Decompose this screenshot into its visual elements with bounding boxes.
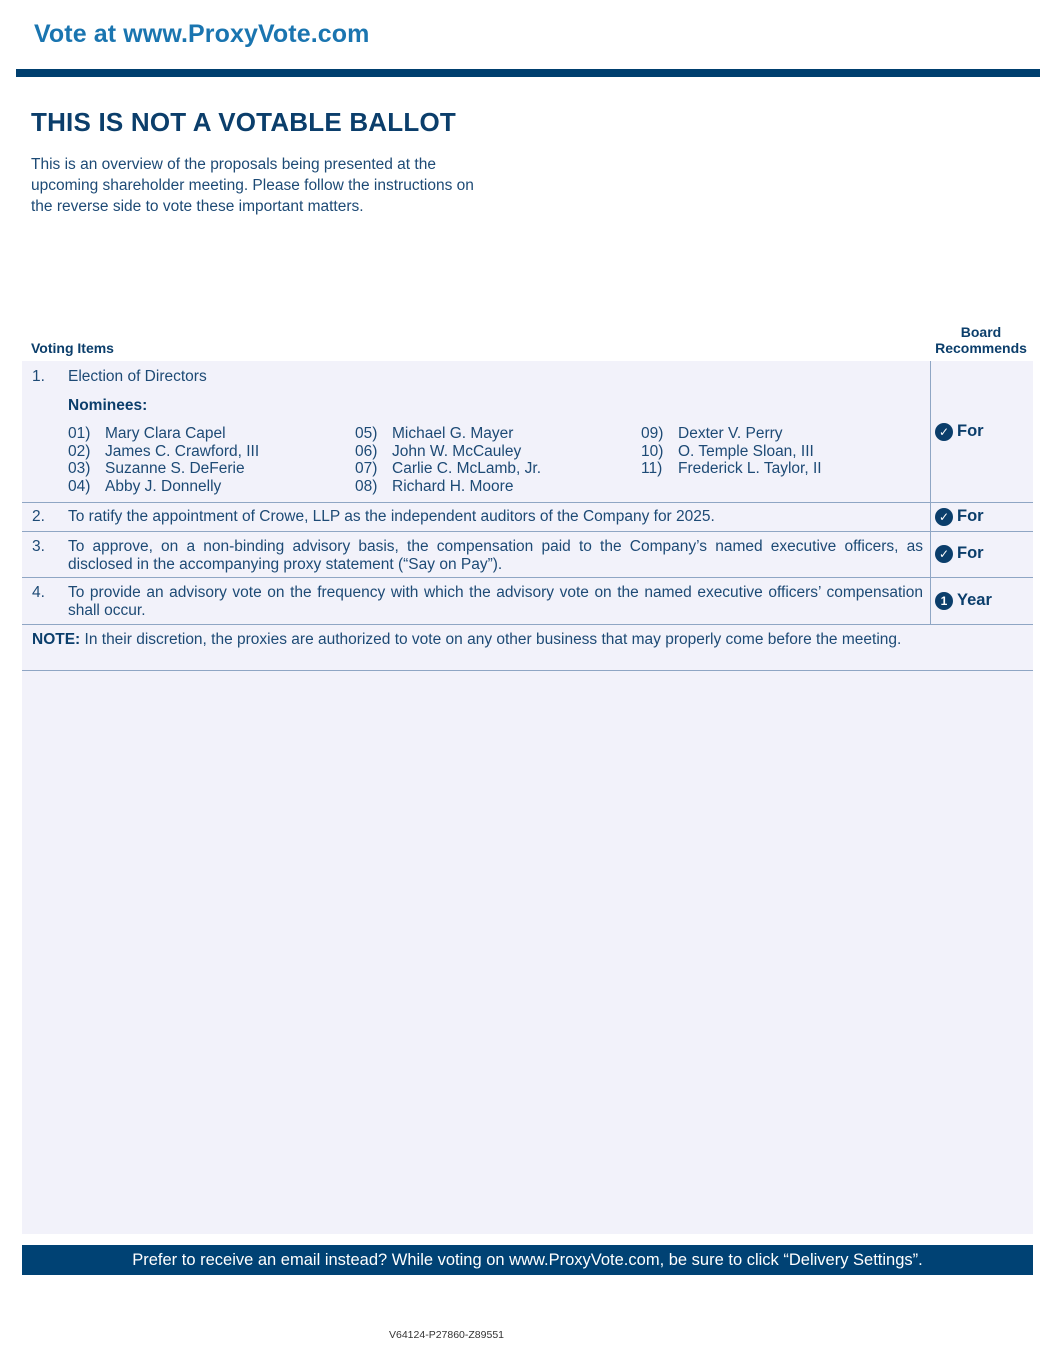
nominee: 11) Frederick L. Taylor, II bbox=[641, 460, 822, 478]
check-circle-icon: ✓ bbox=[935, 545, 953, 563]
board-label: Board bbox=[960, 324, 1002, 340]
nominee-column-3 bbox=[641, 425, 822, 478]
nominee-column-1 bbox=[68, 425, 259, 496]
intro-line: the reverse side to vote these important matters. bbox=[31, 198, 364, 215]
number-one-circle-icon: 1 bbox=[935, 592, 953, 610]
nominee: 04) Abby J. Donnelly bbox=[68, 478, 222, 496]
item-text: To ratify the appointment of Crowe, LLP as the independent auditors of the Company for 2025. bbox=[68, 508, 715, 525]
item-number: 3. bbox=[32, 538, 45, 555]
intro-line: This is an overview of the proposals being presented at the bbox=[31, 156, 436, 173]
note-row bbox=[22, 625, 1033, 671]
item-number: 4. bbox=[32, 584, 45, 601]
header-divider bbox=[16, 69, 1040, 77]
recommends-label: Recommends bbox=[935, 340, 1027, 356]
document-code: V64124-P27860-Z89551 bbox=[389, 1329, 505, 1341]
nominees-label: Nominees: bbox=[68, 397, 148, 414]
intro-line: upcoming shareholder meeting. Please follow the instructions on bbox=[31, 177, 474, 194]
page-title: THIS IS NOT A VOTABLE BALLOT bbox=[31, 107, 456, 137]
nominee: 10) O. Temple Sloan, III bbox=[641, 442, 814, 460]
note-label: NOTE: bbox=[32, 631, 81, 648]
board-recommendation bbox=[930, 578, 1034, 624]
voting-item-2 bbox=[22, 503, 1033, 532]
nominee: 02) James C. Crawford, III bbox=[68, 442, 260, 460]
item-number: 2. bbox=[32, 508, 45, 525]
note-body: In their discretion, the proxies are authorized to vote on any other business that may properly come before the meeting. bbox=[80, 631, 902, 648]
nominee: 08) Richard H. Moore bbox=[355, 478, 514, 496]
board-recommendation bbox=[930, 532, 1034, 577]
voting-item-1 bbox=[22, 361, 1033, 503]
board-recommendation bbox=[930, 503, 1034, 531]
board-recommendation bbox=[930, 361, 1034, 502]
intro-text bbox=[31, 154, 531, 217]
column-header-voting-items: Voting Items bbox=[31, 340, 114, 356]
voting-item-3 bbox=[22, 532, 1033, 578]
recommendation-label: For bbox=[957, 422, 984, 440]
recommendation-label: For bbox=[957, 544, 984, 562]
item-number: 1. bbox=[32, 368, 45, 385]
check-circle-icon: ✓ bbox=[935, 508, 953, 526]
proxyvote-link[interactable]: Vote at www.ProxyVote.com bbox=[34, 20, 370, 48]
check-circle-icon: ✓ bbox=[935, 423, 953, 441]
item-text: To provide an advisory vote on the frequency with which the advisory vote on the named executive officers’ compensation shall occur. bbox=[68, 584, 923, 619]
item-text: Election of Directors bbox=[68, 368, 207, 385]
item-text: To approve, on a non-binding advisory basis, the compensation paid to the Company’s named executive officers, as disclosed in the accompanying proxy statement (“Say on Pay”). bbox=[68, 538, 923, 573]
nominee-column-2 bbox=[355, 425, 541, 496]
nominee: 03) Suzanne S. DeFerie bbox=[68, 460, 245, 478]
nominee: 05) Michael G. Mayer bbox=[355, 425, 514, 442]
recommendation-label: For bbox=[957, 507, 984, 525]
note-text bbox=[32, 631, 934, 649]
nominee: 06) John W. McCauley bbox=[355, 442, 522, 460]
email-delivery-banner: Prefer to receive an email instead? While voting on www.ProxyVote.com, be sure to click “Delivery Settings”. bbox=[22, 1245, 1033, 1275]
voting-item-4 bbox=[22, 578, 1033, 625]
recommendation-label: Year bbox=[957, 591, 992, 609]
nominee: 07) Carlie C. McLamb, Jr. bbox=[355, 460, 542, 478]
column-header-board-recommends bbox=[928, 324, 1034, 356]
nominee: 09) Dexter V. Perry bbox=[641, 425, 783, 442]
nominee: 01) Mary Clara Capel bbox=[68, 425, 226, 442]
